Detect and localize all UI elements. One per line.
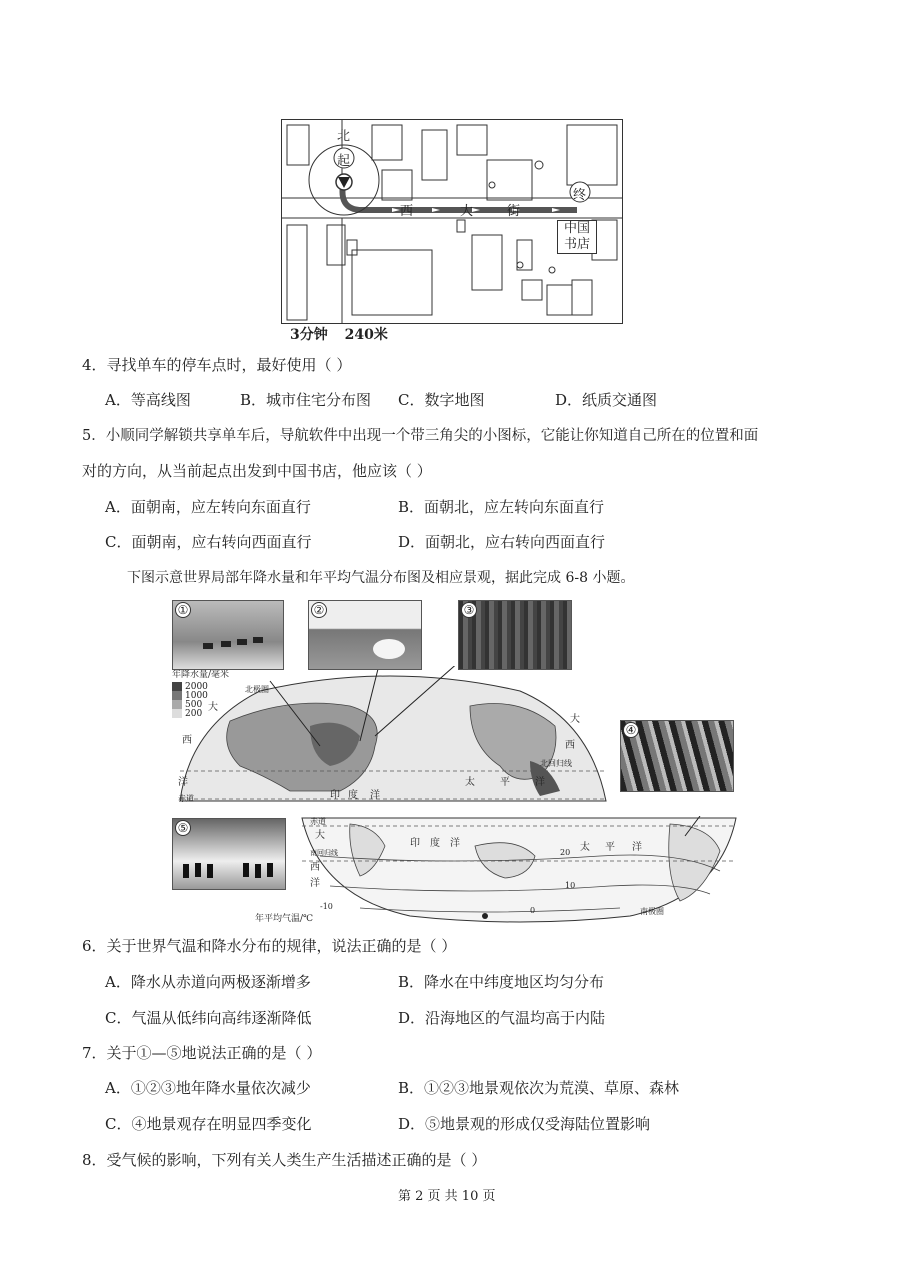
photo-2-number: ② xyxy=(311,602,327,618)
isotherm-minus-10: -10 xyxy=(320,902,333,911)
map-scale xyxy=(290,324,388,344)
q4-option-b: B．城市住宅分布图 xyxy=(240,391,372,409)
label-top-tai: 太 xyxy=(465,777,475,788)
q5-option-b: B．面朝北，应左转向东面直行 xyxy=(398,498,605,516)
question-7-stem: 7．关于①—⑤地说法正确的是（ ） xyxy=(82,1044,322,1062)
section-intro: 下图示意世界局部年降水量和年平均气温分布图及相应景观，据此完成 6-8 小题。 xyxy=(127,570,635,586)
question-5-stem-line2: 对的方向，从当前起点出发到中国书店，他应该（ ） xyxy=(82,462,432,480)
bookstore-line-1: 中国 xyxy=(563,221,590,236)
q7-option-a: A．①②③地年降水量依次减少 xyxy=(105,1079,311,1097)
photo-5-penguins-ice xyxy=(172,818,286,890)
q5-option-a: A．面朝南，应左转向东面直行 xyxy=(105,498,311,516)
photo-3-forest xyxy=(458,600,572,670)
street-char-1: 西 xyxy=(400,204,414,219)
isotherm-0: 0 xyxy=(530,906,536,915)
label-tropic-capricorn: 南回归线 xyxy=(310,849,338,857)
bookstore-line-2: 书店 xyxy=(563,237,590,252)
navigation-map xyxy=(281,119,623,324)
label-bottom-xi: 西 xyxy=(310,862,320,873)
label-top-pacific-yang: 洋 xyxy=(535,777,545,788)
label-bottom-ping: 平 xyxy=(605,842,615,853)
photo-4-rainforest xyxy=(620,720,734,792)
photo-5-number: ⑤ xyxy=(175,820,191,836)
label-bottom-du: 度 xyxy=(430,838,440,849)
label-top-ping: 平 xyxy=(500,777,510,788)
isotherm-20: 20 xyxy=(560,848,571,857)
precip-legend xyxy=(172,670,229,718)
label-arctic-circle: 北极圈 xyxy=(245,685,269,694)
photo-3-number: ③ xyxy=(461,602,477,618)
q4-option-a: A．等高线图 xyxy=(105,391,191,409)
q7-option-d: D．⑤地景观的形成仅受海陆位置影响 xyxy=(398,1115,651,1133)
street-char-3: 街 xyxy=(507,204,521,219)
q5-option-c: C．面朝南，应右转向西面直行 xyxy=(105,533,312,551)
label-bottom-yang: 洋 xyxy=(310,878,320,889)
end-label: 终 xyxy=(573,188,587,203)
label-bottom-pacific-yang: 洋 xyxy=(632,842,642,853)
question-6-stem: 6．关于世界气温和降水分布的规律，说法正确的是（ ） xyxy=(82,937,457,955)
label-top-yin: 印 xyxy=(330,790,340,801)
photo-1-desert-camels xyxy=(172,600,284,670)
question-5-stem-line1: 5．小顺同学解锁共享单车后，导航软件中出现一个带三角尖的小图标，它能让你知道自己所在的位置和面 xyxy=(82,428,759,444)
q6-option-d: D．沿海地区的气温均高于内陆 xyxy=(398,1009,606,1027)
q5-option-d: D．面朝北，应右转向西面直行 xyxy=(398,533,606,551)
label-antarctic-circle: 南极圈 xyxy=(640,907,664,916)
legend-title: 年降水量/毫米 xyxy=(172,670,230,680)
label-top-du: 度 xyxy=(348,790,358,801)
label-top-indian-yang: 洋 xyxy=(370,790,380,801)
q4-option-d: D．纸质交通图 xyxy=(555,391,658,409)
q6-option-a: A．降水从赤道向两极逐渐增多 xyxy=(105,973,311,991)
lower-world-map xyxy=(300,816,738,924)
label-bottom-equator: 赤道 xyxy=(310,817,326,826)
q7-option-b: B．①②③地景观依次为荒漠、草原、森林 xyxy=(398,1079,680,1097)
photo-4-number: ④ xyxy=(623,722,639,738)
q4-option-c: C．数字地图 xyxy=(398,391,485,409)
label-top-equator: 赤道 xyxy=(178,794,194,803)
label-top-right-xi: 西 xyxy=(565,740,575,751)
q6-option-c: C．气温从低纬向高纬逐渐降低 xyxy=(105,1009,312,1027)
label-top-yang: 洋 xyxy=(178,777,188,788)
legend-1000: 1000 xyxy=(185,691,208,701)
photo-2-grassland-yurt xyxy=(308,600,422,670)
label-tropic-cancer: 北回归线 xyxy=(540,759,572,768)
temp-legend-label: 年平均气温/℃ xyxy=(255,914,314,924)
label-top-xi: 西 xyxy=(182,735,192,746)
q6-option-b: B．降水在中纬度地区均匀分布 xyxy=(398,973,605,991)
question-8-stem: 8．受气候的影响，下列有关人类生产生活描述正确的是（ ） xyxy=(82,1151,487,1169)
north-label: 北 xyxy=(337,129,351,144)
legend-500: 500 xyxy=(185,700,203,710)
photo-1-number: ① xyxy=(175,602,191,618)
legend-2000: 2000 xyxy=(185,682,208,692)
legend-200: 200 xyxy=(185,709,203,719)
page-footer: 第 2 页 共 10 页 xyxy=(398,1189,496,1204)
label-bottom-yin: 印 xyxy=(410,838,420,849)
label-bottom-da: 大 xyxy=(315,830,325,841)
scale-time: 3分钟 xyxy=(290,327,328,343)
china-bookstore-label xyxy=(557,220,597,254)
scale-distance: 240米 xyxy=(344,327,388,343)
label-top-da: 大 xyxy=(208,702,218,713)
label-bottom-tai: 太 xyxy=(580,842,590,853)
isotherm-10: 10 xyxy=(565,881,576,890)
label-top-right-da: 大 xyxy=(570,714,580,725)
start-label: 起 xyxy=(337,154,351,169)
world-climate-figure xyxy=(170,598,740,926)
street-char-2: 大 xyxy=(460,204,474,219)
q7-option-c: C．④地景观存在明显四季变化 xyxy=(105,1115,312,1133)
label-bottom-indian-yang: 洋 xyxy=(450,838,460,849)
question-4-stem: 4．寻找单车的停车点时，最好使用（ ） xyxy=(82,356,352,374)
